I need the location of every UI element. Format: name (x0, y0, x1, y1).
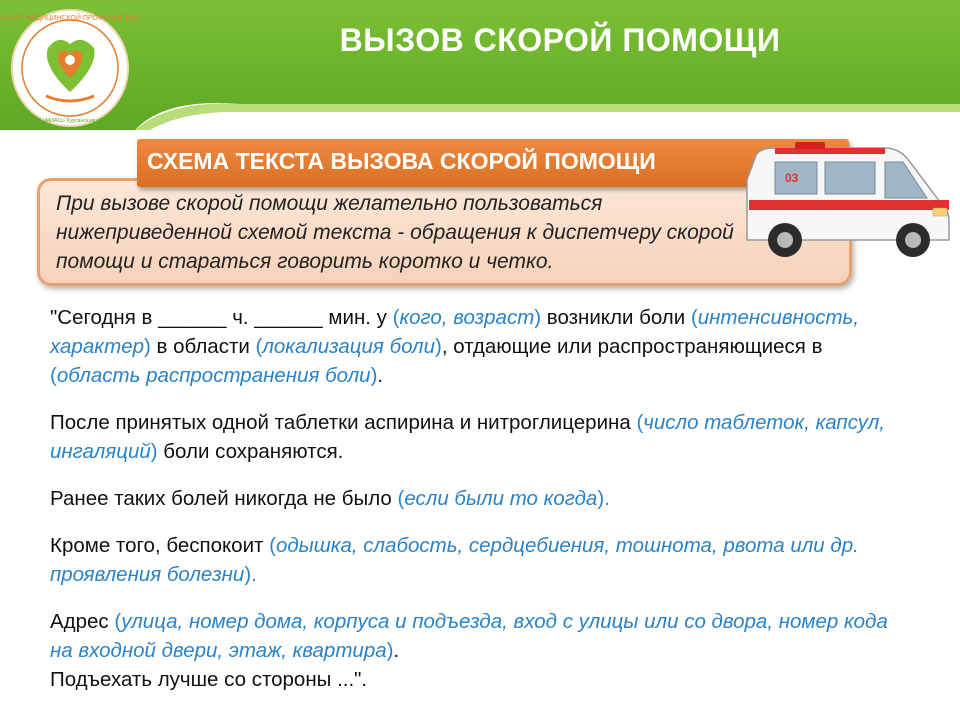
paren: ) (435, 335, 442, 358)
script-paragraph (50, 607, 910, 694)
hint-text: одышка, слабость, сердцебиения, тошнота, рвота или др. проявления болезни (50, 534, 859, 586)
text-span: , отдающие или распространяющиеся в (441, 335, 823, 358)
call-script (50, 303, 910, 712)
text-span: возникли боли (541, 306, 691, 329)
text-span: . (604, 487, 610, 510)
text-span: Адрес (50, 610, 115, 633)
hint-text: область распространения боли (56, 364, 371, 387)
script-paragraph (50, 531, 910, 589)
paren: ( (636, 411, 644, 434)
header-background (0, 0, 960, 130)
hint-text: число таблеток, капсул, ингаляций (50, 411, 886, 463)
script-paragraph (50, 303, 910, 390)
text-span: в области (150, 335, 256, 358)
hint-text: интенсивность, характер (50, 306, 860, 358)
text-span: . (377, 364, 384, 387)
hint-text: локализация боли (262, 335, 436, 358)
banner-title: СХЕМА ТЕКСТА ВЫЗОВА СКОРОЙ ПОМОЩИ (147, 148, 656, 174)
notice-box (37, 178, 852, 286)
ambulance-label: 03 (785, 171, 799, 185)
paren: ) (597, 487, 605, 510)
logo (0, 6, 140, 130)
text-span: Подъехать лучше со стороны ...". (50, 668, 368, 691)
paren: ) (370, 364, 378, 387)
logo-subtext: ОГБУЗ «МИАЦ» Курганская область (23, 118, 117, 124)
text-span: Кроме того, беспокоит (50, 534, 270, 557)
paren: ) (144, 335, 151, 358)
text-span: Ранее таких болей никогда не было (50, 487, 398, 510)
notice-text: При вызове скорой помощи желательно пользоваться нижеприведенной схемой текста - обращения к диспетчеру скорой помощи и стараться говорить коротко и четко. (56, 192, 734, 273)
paren: ( (397, 487, 405, 510)
hint-text: улица, номер дома, корпуса и подъезда, вход с улицы или со двора, номер кода на входной двери, этаж, квартира (50, 610, 888, 662)
paren: ( (114, 610, 122, 633)
logo-text: ЦЕНТР МЕДИЦИНСКОЙ ПРОФИЛАКТИКИ (0, 15, 140, 22)
paren: ( (392, 306, 400, 329)
text-span: . (393, 639, 400, 662)
paren: ( (255, 335, 263, 358)
paren: ) (386, 639, 394, 662)
header-band (0, 0, 960, 130)
paren: ( (50, 364, 57, 387)
text-span: . (251, 563, 257, 586)
hint-text: кого, возраст (399, 306, 535, 329)
page-title: ВЫЗОВ СКОРОЙ ПОМОЩИ (339, 22, 781, 58)
paren: ) (150, 440, 158, 463)
ambulance-icon (735, 140, 955, 268)
script-paragraph (50, 484, 910, 513)
paren: ( (690, 306, 698, 329)
text-span: боли сохраняются. (157, 440, 344, 463)
paren: ( (269, 534, 276, 557)
text-span: После принятых одной таблетки аспирина и нитроглицерина (50, 411, 637, 434)
script-paragraph (50, 408, 910, 466)
paren: ) (534, 306, 542, 329)
paren: ) (244, 563, 252, 586)
hint-text: если были то когда (404, 487, 598, 510)
text-span: "Сегодня в ______ ч. ______ мин. у (50, 306, 393, 329)
